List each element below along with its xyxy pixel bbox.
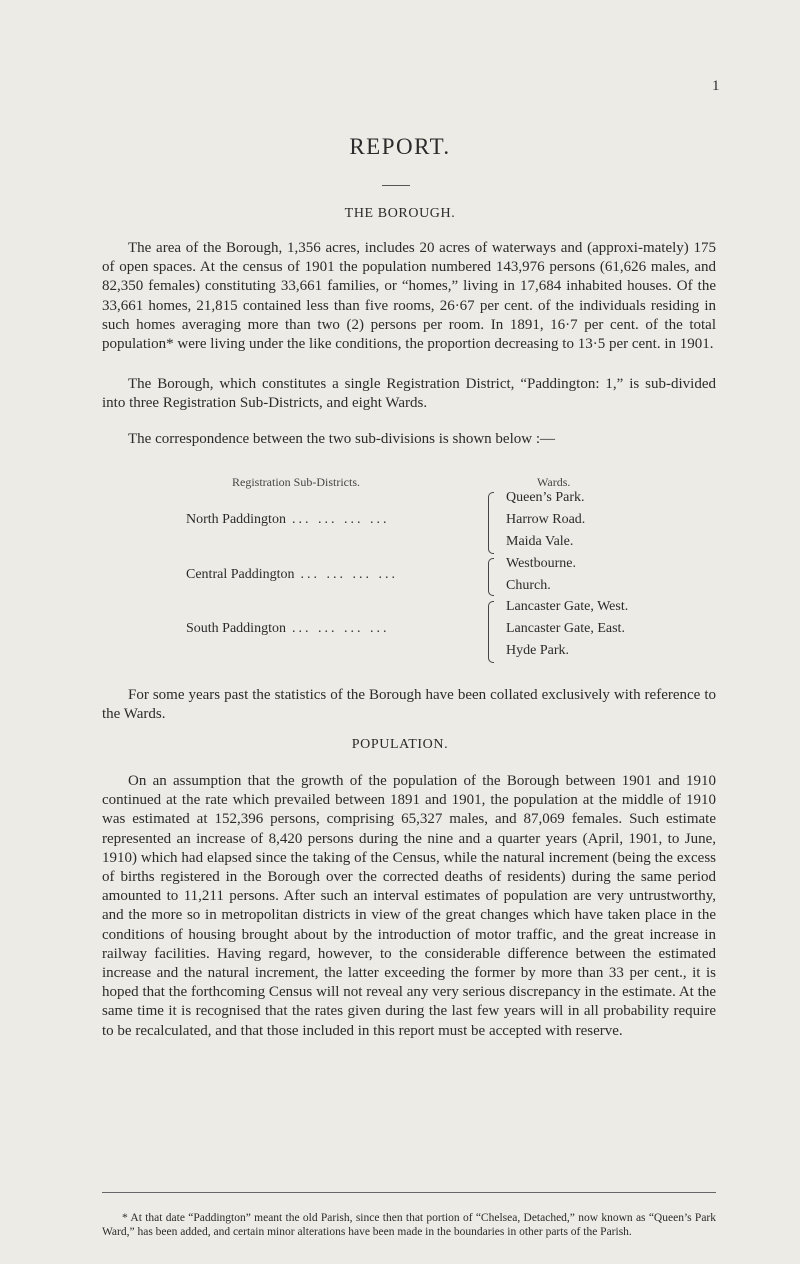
registration-paragraph: The Borough, which constitutes a single Registration District, “Paddington: 1,” is sub-divided into three Registration Sub-Districts, and eight Wards.	[102, 376, 716, 412]
leader-dots: ... ... ... ...	[300, 567, 398, 582]
brace-central	[488, 558, 494, 596]
ward-item: Lancaster Gate, East.	[506, 621, 625, 636]
brace-south	[488, 601, 494, 663]
leader-dots: ... ... ... ...	[291, 512, 390, 527]
borough-paragraph: The area of the Borough, 1,356 acres, includes 20 acres of waterways and (approxi-mately) 175 of open spaces. At the census of 1901 the population numbered 143,976 persons (61,626 males, and 82,350 females) constituting 33,661 families, or “homes,” living in 17,684 inhabited houses. Of the 33,661 homes, 21,815 contained less than five rooms, 26·67 per cent. of the individuals residing in such homes averaging more than two (2) persons per room. In 1891, 16·7 per cent. of the total population* were living under the like conditions, the proportion decreasing to 13·5 per cent. in 1901.	[102, 240, 716, 353]
ward-item: Lancaster Gate, West.	[506, 599, 629, 614]
population-heading: POPULATION.	[351, 737, 449, 752]
ward-item: Hyde Park.	[506, 643, 569, 658]
title-divider	[382, 185, 410, 186]
subdistricts-column-header: Registration Sub-Districts.	[232, 475, 360, 489]
footnote: * At that date “Paddington” meant the old Parish, since then that portion of “Chelsea, Detached,” now known as “Queen’s Park Ward,” has been added, and certain minor alterations have been made in the boundaries in other parts of the Parish.	[102, 1211, 716, 1238]
wards-note-paragraph: For some years past the statistics of the Borough have been collated exclusively with reference to the Wards.	[102, 687, 716, 723]
subdistrict-label: South Paddington	[186, 621, 286, 636]
leader-dots: ... ... ... ...	[291, 621, 390, 636]
subdistrict-south	[186, 621, 389, 637]
population-paragraph: On an assumption that the growth of the population of the Borough between 1901 and 1910 continued at the rate which prevailed between 1891 and 1901, the population at the middle of 1910 was estimated at 152,396 persons, comprising 65,327 males, and 87,069 females. Such estimate represented an increase of 8,420 persons during the nine and a quarter years (April, 1901, to June, 1910) which had elapsed since the taking of the Census, while the natural increment (being the excess of births registered in the Borough over the corrected deaths of residents) during the same period amounted to 11,211 persons. After such an interval estimates of population are very untrustworthy, and the more so in metropolitan districts in view of the great changes which have taken place in the conditions of housing brought about by the introduction of motor traffic, and the great increase in railway facilities. Having regard, however, to the considerable difference between the estimated increase and the natural increment, the latter exceeding the former by more than 33 per cent., it is hoped that the forthcoming Census will not reveal any very serious discrepancy in the estimate. At the same time it is recognised that the rates given during the last few years will in all probability require to be recalculated, and that those included in this report must be accepted with reserve.	[102, 773, 716, 1039]
brace-north	[488, 492, 494, 554]
report-title: REPORT.	[349, 134, 451, 159]
page-number: 1	[712, 78, 720, 94]
ward-item: Maida Vale.	[506, 534, 574, 549]
ward-item: Queen’s Park.	[506, 490, 585, 505]
ward-item: Church.	[506, 578, 551, 593]
footnote-divider	[102, 1192, 716, 1193]
wards-column-header: Wards.	[537, 475, 571, 489]
ward-item: Westbourne.	[506, 556, 577, 571]
subdistrict-label: North Paddington	[186, 512, 286, 527]
subdistrict-north	[186, 512, 389, 528]
subdistrict-central	[186, 567, 398, 583]
ward-item: Harrow Road.	[506, 512, 586, 527]
correspondence-intro: The correspondence between the two sub-divisions is shown below :—	[128, 431, 555, 447]
borough-heading: THE BOROUGH.	[344, 206, 456, 221]
subdistrict-label: Central Paddington	[186, 567, 295, 582]
